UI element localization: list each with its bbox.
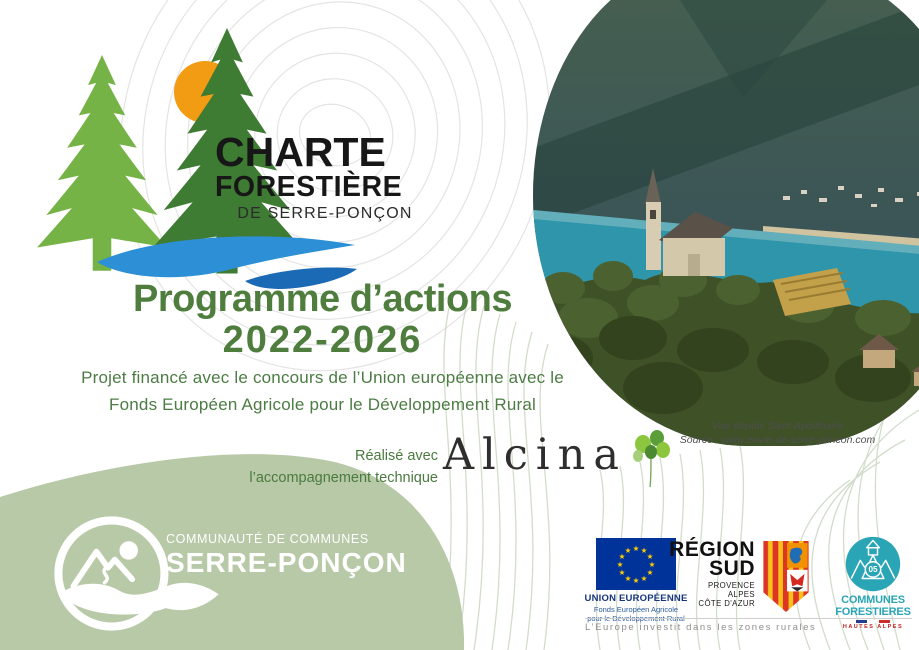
alcina-leaf-icon [629,430,673,488]
charte-logo-line1: CHARTE [215,129,386,175]
eu-name: UNION EUROPÉENNE [584,593,688,604]
svg-text:★: ★ [646,552,654,561]
eu-tagline: L’Europe investit dans les zones rurales [585,622,817,633]
photo-caption [645,419,910,447]
alcina-logo [443,432,673,488]
photo-caption-line2: Source : www.envie-de-serre-poncon.com [679,434,876,447]
page-title [55,280,590,362]
svg-text:★: ★ [632,576,640,585]
region-sud-shield-icon [762,540,810,614]
charte-logo-line3: DE SERRE-PONÇON [237,204,413,222]
communes-forestieres-logo [831,535,915,630]
svg-text:★: ★ [624,546,632,555]
svg-text:★: ★ [640,546,648,555]
footer-divider [585,618,912,619]
svg-text:★: ★ [632,544,640,553]
region-sud-logo-text [655,540,755,608]
page-title-line1: Programme d’actions [132,278,513,320]
eu-fund-line1: Fonds Européen Agricole [593,605,679,614]
svg-text:★: ★ [618,568,626,577]
cf-line3: HAUTES ALPES [842,624,904,631]
region-sud-line2: SUD [709,557,755,581]
svg-text:★: ★ [640,574,648,583]
svg-text:★: ★ [646,568,654,577]
page-title-line2: 2022-2026 [222,318,423,361]
region-sud-line1: RÉGION [669,538,755,561]
pine-tree-light-icon [37,55,167,271]
region-sud-sub1: PROVENCE [708,580,755,590]
charte-logo-text [215,129,435,223]
svg-text:★: ★ [624,574,632,583]
cf-line2: FORESTIERES [835,605,911,618]
svg-text:★: ★ [616,560,624,569]
svg-text:★: ★ [618,552,626,561]
charte-forestiere-logo [20,10,470,290]
ccsp-line1: COMMUNAUTÉ DE COMMUNES [166,532,369,546]
funding-subtitle-line1: Projet financé avec le concours de l’Union européenne avec le [81,368,564,387]
cf-department-number: 05 [868,565,878,575]
communes-forestieres-icon [844,535,902,593]
credits-line2: l’accompagnement technique [249,469,438,486]
ccsp-line2: SERRE-PONÇON [166,547,407,578]
region-sud-sub3: CÔTE D'AZUR [698,598,755,608]
funding-subtitle-line2: Fonds Européen Agricole pour le Développement Rural [109,395,536,415]
alcina-wordmark: Alcina [443,430,627,480]
svg-text:★: ★ [648,560,656,569]
region-sud-sub2: ALPES [727,589,755,599]
credits-text [240,446,438,490]
ccsp-logo-text [166,532,416,579]
charte-logo-line2: FORESTIÈRE [215,171,403,203]
cf-line1: COMMUNES [841,594,905,606]
photo-caption-line1: Vue depuis Saint Apollinaire [712,420,843,432]
funding-subtitle [45,364,600,418]
credits-line1: Réalisé avec [354,448,438,464]
